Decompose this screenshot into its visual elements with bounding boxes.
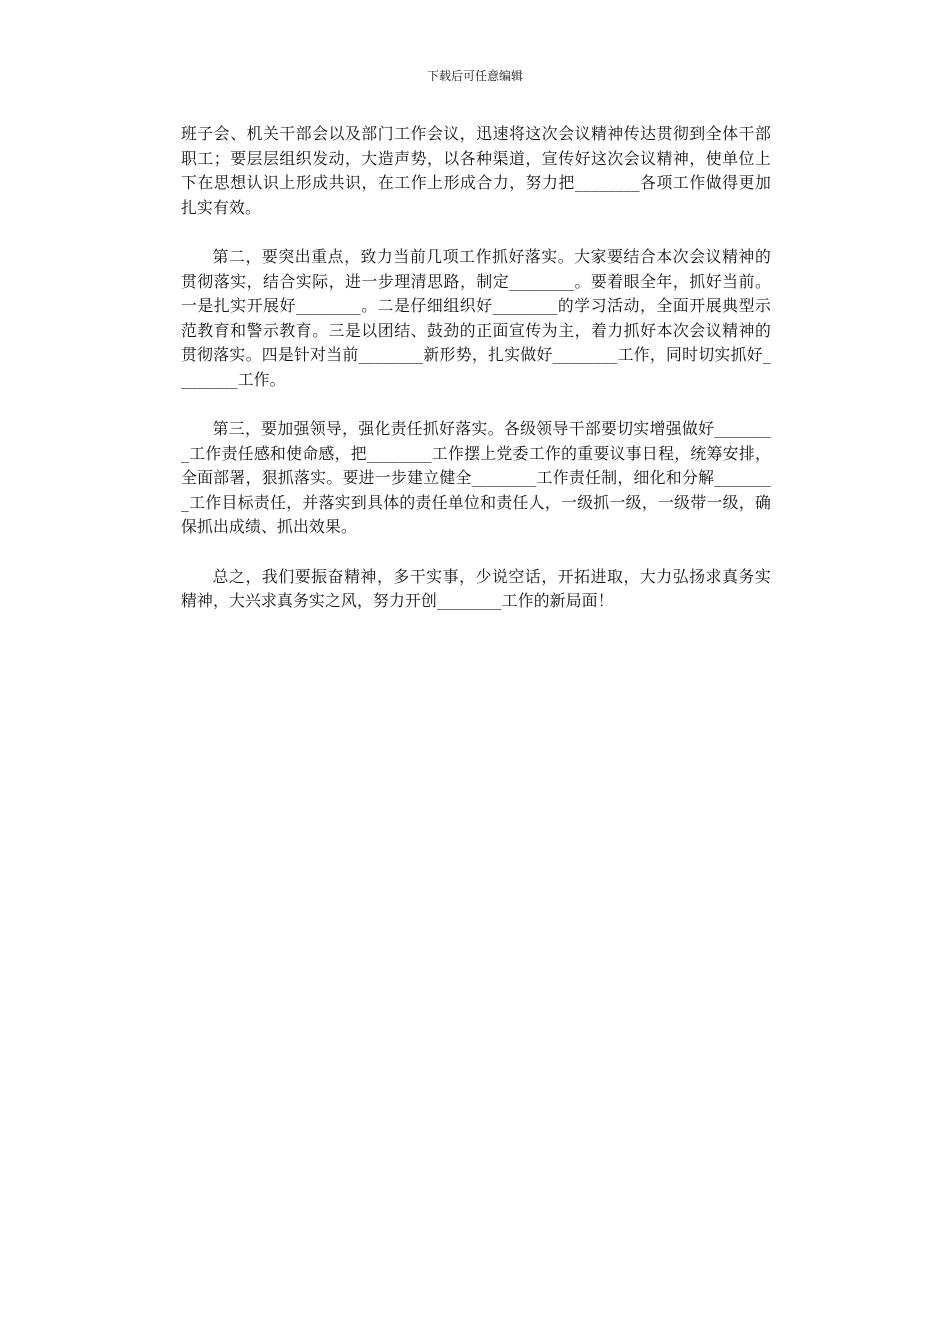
paragraph-1: 班子会、机关干部会以及部门工作会议，迅速将这次会议精神传达贯彻到全体干部职工；要层层组织发动，大造声势，以各种渠道，宣传好这次会议精神，使单位上下在思想认识上形成共识，在工作上形成合力，努力把________各项工作做得更加扎实有效。 — [181, 124, 771, 217]
page-header — [0, 67, 950, 85]
paragraph-2: 第二，要突出重点，致力当前几项工作抓好落实。大家要结合本次会议精神的贯彻落实，结合实际，进一步理清思路，制定________。要着眼全年，抓好当前。一是扎实开展好________。二是仔细组织好________的学习活动，全面开展典型示范教育和警示教育。三是以团结、鼓劲的正面宣传为主，着力抓好本次会议精神的贯彻落实。四是针对当前________新形势，扎实做好________工作，同时切实抓好________工作。 — [181, 247, 771, 389]
header-title: 下载后可任意编辑 — [426, 69, 523, 83]
paragraph-4: 总之，我们要振奋精神，多干实事，少说空话，开拓进取，大力弘扬求真务实精神，大兴求真务实之风，努力开创________工作的新局面！ — [181, 566, 771, 610]
paragraph-3: 第三，要加强领导，强化责任抓好落实。各级领导干部要切实增强做好________工作责任感和使命感，把________工作摆上党委工作的重要议事日程，统筹安排，全面部署，狠抓落实。要进一步建立健全________工作责任制，细化和分解________工作目标责任，并落实到具体的责任单位和责任人，一级抓一级，一级带一级，确保抓出成绩、抓出效果。 — [181, 419, 771, 536]
document-body — [181, 122, 771, 639]
